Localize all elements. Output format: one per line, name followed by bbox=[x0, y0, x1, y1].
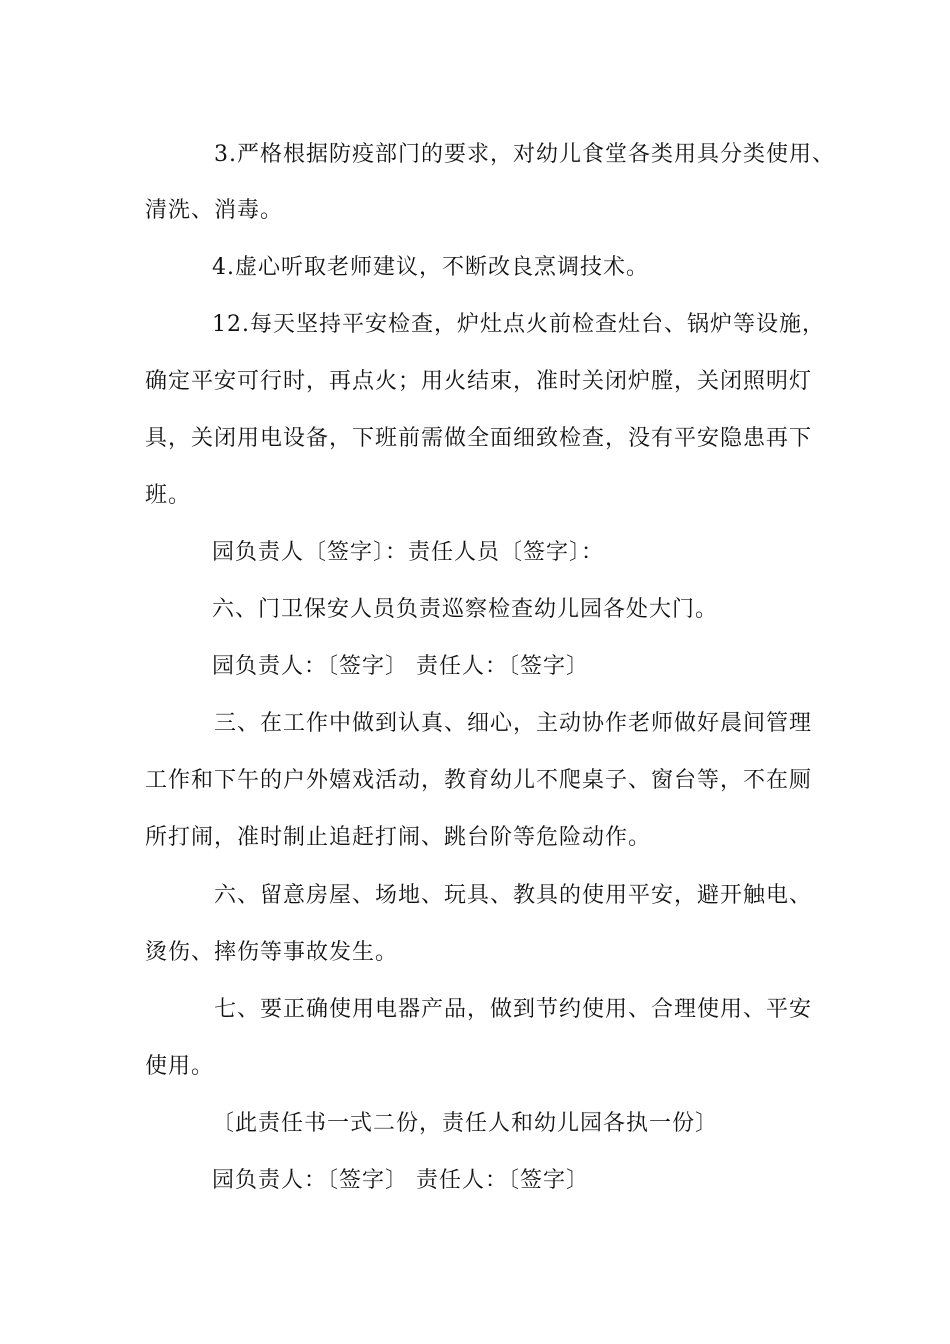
text-line-14: 六、留意房屋、场地、玩具、教具的使用平安，避开触电、 bbox=[214, 883, 813, 908]
text-line-6: 具，关闭用电设备，下班前需做全面细致检查，没有平安隐患再下 bbox=[145, 426, 813, 451]
signature-line-1: 园负责人〔签字〕：责任人员〔签字〕： bbox=[212, 540, 605, 565]
text-line-2: 清洗、消毒。 bbox=[145, 198, 284, 223]
text-line-1: 3.严格根据防疫部门的要求，对幼儿食堂各类用具分类使用、 bbox=[214, 142, 835, 167]
text-line-11: 三、在工作中做到认真、细心，主动协作老师做好晨间管理 bbox=[214, 711, 813, 736]
copy-note-line: 〔此责任书一式二份，责任人和幼儿园各执一份〕 bbox=[212, 1111, 719, 1136]
text-line-5: 确定平安可行时，再点火；用火结束，准时关闭炉膛，关闭照明灯 bbox=[145, 369, 813, 394]
signature-line-2: 园负责人：〔签字〕 责任人：〔签字〕 bbox=[212, 654, 589, 679]
text-line-4: 12.每天坚持平安检查，炉灶点火前检查灶台、锅炉等设施， bbox=[212, 312, 825, 337]
text-line-13: 所打闹，准时制止追赶打闹、跳台阶等危险动作。 bbox=[145, 825, 652, 850]
text-line-7: 班。 bbox=[145, 483, 192, 508]
text-line-17: 使用。 bbox=[145, 1054, 215, 1079]
text-line-16: 七、要正确使用电器产品，做到节约使用、合理使用、平安 bbox=[214, 997, 813, 1022]
signature-line-3: 园负责人：〔签字〕 责任人：〔签字〕 bbox=[212, 1168, 589, 1193]
text-line-15: 烫伤、摔伤等事故发生。 bbox=[145, 940, 399, 965]
text-line-12: 工作和下午的户外嬉戏活动，教育幼儿不爬桌子、窗台等，不在厕 bbox=[145, 768, 813, 793]
text-line-9: 六、门卫保安人员负责巡察检查幼儿园各处大门。 bbox=[212, 597, 719, 622]
text-line-3: 4.虚心听取老师建议，不断改良烹调技术。 bbox=[212, 255, 649, 280]
